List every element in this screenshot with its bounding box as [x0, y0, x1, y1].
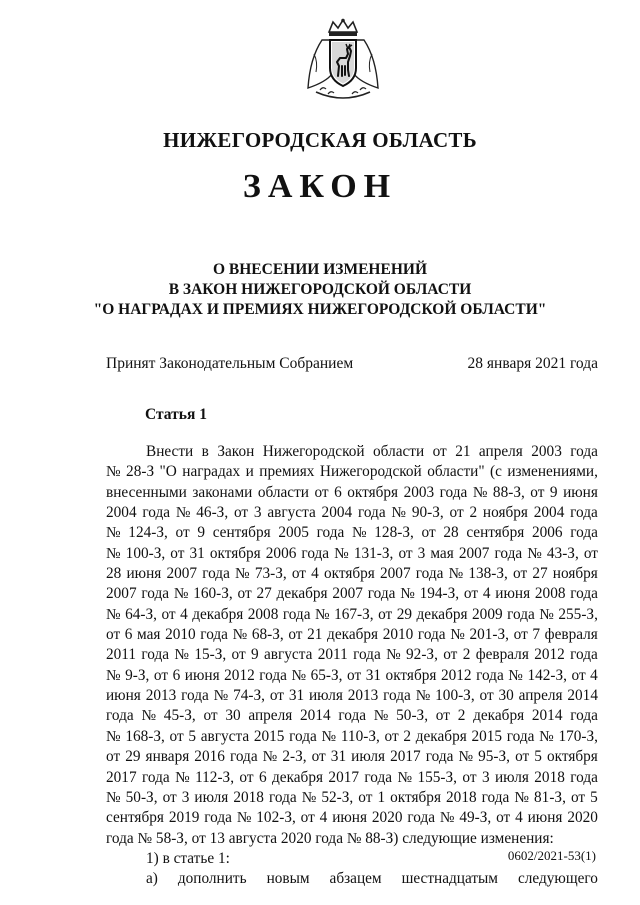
article-body-line: июня 2013 года № 74-З, от 31 июля 2013 года № 100-З, от 30 апреля 2014	[106, 687, 598, 705]
adopted-by: Принят Законодательным Собранием	[106, 355, 354, 372]
article-body	[106, 442, 598, 890]
article-body-line: 2011 года № 15-З, от 9 августа 2011 года № 92-З, от 2 февраля 2012 года	[106, 646, 598, 664]
article-body-line: № 124-З, от 9 сентября 2005 года № 128-З, от 28 сентября 2006 года	[106, 524, 598, 542]
document-type: ЗАКОН	[242, 168, 398, 205]
coat-of-arms-icon	[302, 18, 384, 102]
article-body-line: 2004 года № 46-З, от 3 августа 2004 года № 90-З, от 2 ноября 2004 года	[106, 504, 598, 522]
article-body-line: внесенными законами области от 6 октября 2003 года № 88-З, от 9 июня	[106, 483, 598, 501]
article-body-line: сентября 2019 года № 102-З, от 4 июня 2020 года № 49-З, от 4 июня 2020	[106, 809, 598, 827]
region-name: НИЖЕГОРОДСКАЯ ОБЛАСТЬ	[163, 128, 477, 152]
article-body-line: от 6 мая 2010 года № 68-З, от 21 декабря 2010 года № 201-З, от 7 февраля	[106, 626, 598, 644]
law-title	[0, 260, 640, 320]
article-body-line: 28 июня 2007 года № 73-З, от 4 октября 2007 года № 138-З, от 27 ноября	[106, 565, 598, 583]
article-body-line: 2017 года № 112-З, от 6 декабря 2017 года № 155-З, от 3 июля 2018 года	[106, 768, 598, 786]
article-body-line: а) дополнить новым абзацем шестнадцатым следующего	[146, 870, 598, 888]
law-title-line: О ВНЕСЕНИИ ИЗМЕНЕНИЙ	[212, 261, 427, 278]
article-body-line: № 28-З "О наградах и премиях Нижегородской области" (с изменениями,	[106, 463, 598, 481]
article-body-line: № 9-З, от 6 июня 2012 года № 65-З, от 31 октября 2012 года № 142-З, от 4	[106, 666, 598, 684]
article-body-line: № 168-З, от 5 августа 2015 года № 110-З, от 2 декабря 2015 года № 170-З,	[106, 727, 598, 745]
adoption-date: 28 января 2021 года	[467, 355, 598, 372]
document-code: 0602/2021-53(1)	[507, 848, 596, 863]
adoption-info	[106, 355, 598, 375]
article-body-line: года № 58-З, от 13 августа 2020 года № 88-З) следующие изменения:	[106, 829, 554, 847]
article-body-line: 1) в статье 1:	[146, 849, 230, 867]
article-body-line: от 29 января 2016 года № 2-З, от 31 июля 2017 года № 95-З, от 5 октября	[106, 748, 598, 766]
article-body-line: года № 45-З, от 30 апреля 2014 года № 50-З, от 2 декабря 2014 года	[106, 707, 598, 725]
law-title-line: "О НАГРАДАХ И ПРЕМИЯХ НИЖЕГОРОДСКОЙ ОБЛАСТИ"	[93, 301, 547, 318]
article-body-line: № 100-З, от 31 октября 2006 года № 131-З, от 3 мая 2007 года № 43-З, от	[106, 544, 598, 562]
article-body-line: Внести в Закон Нижегородской области от 21 апреля 2003 года	[146, 443, 598, 460]
article-body-line: № 50-З, от 3 июля 2018 года № 52-З, от 1 октября 2018 года № 81-З, от 5	[106, 788, 598, 806]
article-body-line: № 64-З, от 4 декабря 2008 года № 167-З, от 29 декабря 2009 года № 255-З,	[106, 605, 598, 623]
article-heading: Статья 1	[145, 406, 207, 423]
article-body-line: 2007 года № 160-З, от 27 декабря 2007 года № 194-З, от 4 июня 2008 года	[106, 585, 598, 603]
law-title-line: В ЗАКОН НИЖЕГОРОДСКОЙ ОБЛАСТИ	[168, 281, 472, 298]
